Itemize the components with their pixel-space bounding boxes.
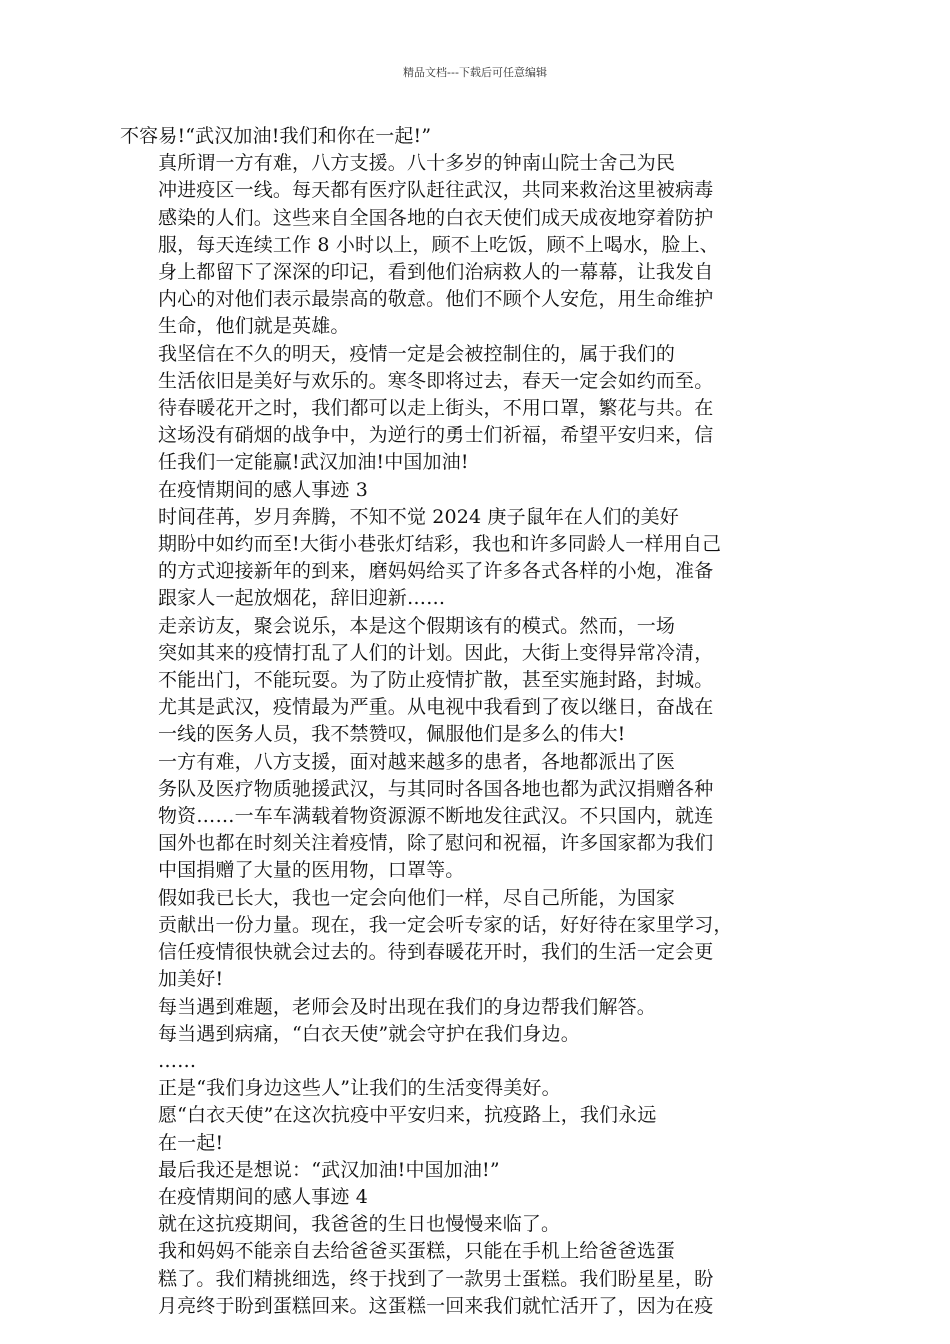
paragraph [120,504,823,613]
paragraph [120,123,823,150]
text-line: 糕了。我们精挑细选，终于找到了一款男士蛋糕。我们盼星星，盼 [158,1267,714,1290]
text-line: 走亲访友，聚会说乐，本是这个假期该有的模式。然而，一场 [158,614,676,637]
text-line: 务队及医疗物质驰援武汉，与其同时各国各地也都为武汉捐赠各种 [158,777,714,800]
paragraph [120,1048,823,1075]
text-line: …… [158,1049,197,1072]
text-line: 中国捐赠了大量的医用物，口罩等。 [158,859,465,882]
text-line: 我和妈妈不能亲自去给爸爸买蛋糕，只能在手机上给爸爸选蛋 [158,1240,676,1263]
text-line: 不能出门，不能玩耍。为了防止疫情扩散，甚至实施封路，封城。 [158,669,714,692]
page-header: 精品文档---下载后可任意编辑 [403,66,547,79]
text-line: 冲进疫区一线。每天都有医疗队赶往武汉，共同来救治这里被病毒 [158,179,714,202]
text-line: 每当遇到病痛，“白衣天使”就会守护在我们身边。 [158,1022,580,1045]
paragraph [120,477,823,504]
text-line: 时间荏苒，岁月奔腾，不知不觉 2024 庚子鼠年在人们的美好 [158,505,679,528]
text-line: 月亮终于盼到蛋糕回来。这蛋糕一回来我们就忙活开了，因为在疫 [158,1294,714,1317]
text-line: 一线的医务人员，我不禁赞叹，佩服他们是多么的伟大! [158,723,626,746]
paragraph [120,613,823,749]
text-line: 这场没有硝烟的战争中，为逆行的勇士们祈福，希望平安归来，信 [158,424,714,447]
text-line: 我坚信在不久的明天，疫情一定是会被控制住的，属于我们的 [158,342,676,365]
text-line: 在疫情期间的感人事迹 4 [158,1185,368,1208]
text-line: 生活依旧是美好与欢乐的。寒冬即将过去，春天一定会如约而至。 [158,369,714,392]
paragraph [120,1157,823,1184]
text-line: 在一起! [158,1131,224,1154]
text-line: 期盼中如约而至!大街小巷张灯结彩，我也和许多同龄人一样用自己 [158,533,722,556]
text-line: 真所谓一方有难，八方支援。八十多岁的钟南山院士舍己为民 [158,152,676,175]
paragraph [120,341,823,477]
text-line: 在疫情期间的感人事迹 3 [158,478,368,501]
text-line: 加美好! [158,968,224,991]
text-line: 感染的人们。这些来自全国各地的白衣天使们成天成夜地穿着防护 [158,206,714,229]
paragraph [120,994,823,1021]
paragraph [120,885,823,994]
paragraph [120,1102,823,1156]
text-line: 的方式迎接新年的到来，磨妈妈给买了许多各式各样的小炮，准备 [158,560,714,583]
text-line: 信任疫情很快就会过去的。待到春暖花开时，我们的生活一定会更 [158,941,714,964]
text-line: 国外也都在时刻关注着疫情，除了慰问和祝福，许多国家都为我们 [158,832,714,855]
text-line: 就在这抗疫期间，我爸爸的生日也慢慢来临了。 [158,1213,561,1236]
text-line: 跟家人一起放烟花，辞旧迎新…… [158,587,446,610]
text-line: 最后我还是想说：“武汉加油!中国加油!” [158,1158,500,1181]
paragraph [120,749,823,885]
text-line: 每当遇到难题，老师会及时出现在我们的身边帮我们解答。 [158,995,656,1018]
text-line: 待春暖花开之时，我们都可以走上街头，不用口罩，繁花与共。在 [158,397,714,420]
text-line: 假如我已长大，我也一定会向他们一样，尽自己所能，为国家 [158,886,676,909]
text-line: 贡献出一份力量。现在，我一定会听专家的话，好好待在家里学习， [158,913,733,936]
text-line: 身上都留下了深深的印记，看到他们治病救人的一幕幕，让我发自 [158,261,714,284]
text-line: 内心的对他们表示最崇高的敬意。他们不顾个人安危，用生命维护 [158,288,714,311]
text-line: 物资……一车车满载着物资源源不断地发往武汉。不只国内，就连 [158,805,714,828]
document-body [120,123,823,1320]
paragraph [120,150,823,340]
text-line: 不容易!“武汉加油!我们和你在一起!” [120,125,432,147]
text-line: 一方有难，八方支援，面对越来越多的患者，各地都派出了医 [158,750,676,773]
text-line: 突如其来的疫情打乱了人们的计划。因此，大街上变得异常冷清， [158,641,714,664]
text-line: 尤其是武汉，疫情最为严重。从电视中我看到了夜以继日，奋战在 [158,696,714,719]
paragraph [120,1184,823,1211]
text-line: 服，每天连续工作 8 小时以上，顾不上吃饭，顾不上喝水，脸上、 [158,233,719,256]
paragraph [120,1211,823,1238]
paragraph [120,1021,823,1048]
text-line: 任我们一定能赢!武汉加油!中国加油! [158,451,469,474]
text-line: 正是“我们身边这些人”让我们的生活变得美好。 [158,1077,561,1100]
paragraph [120,1238,823,1320]
text-line: 生命，他们就是英雄。 [158,315,350,338]
text-line: 愿“白衣天使”在这次抗疫中平安归来，抗疫路上，我们永远 [158,1104,657,1127]
paragraph [120,1075,823,1102]
